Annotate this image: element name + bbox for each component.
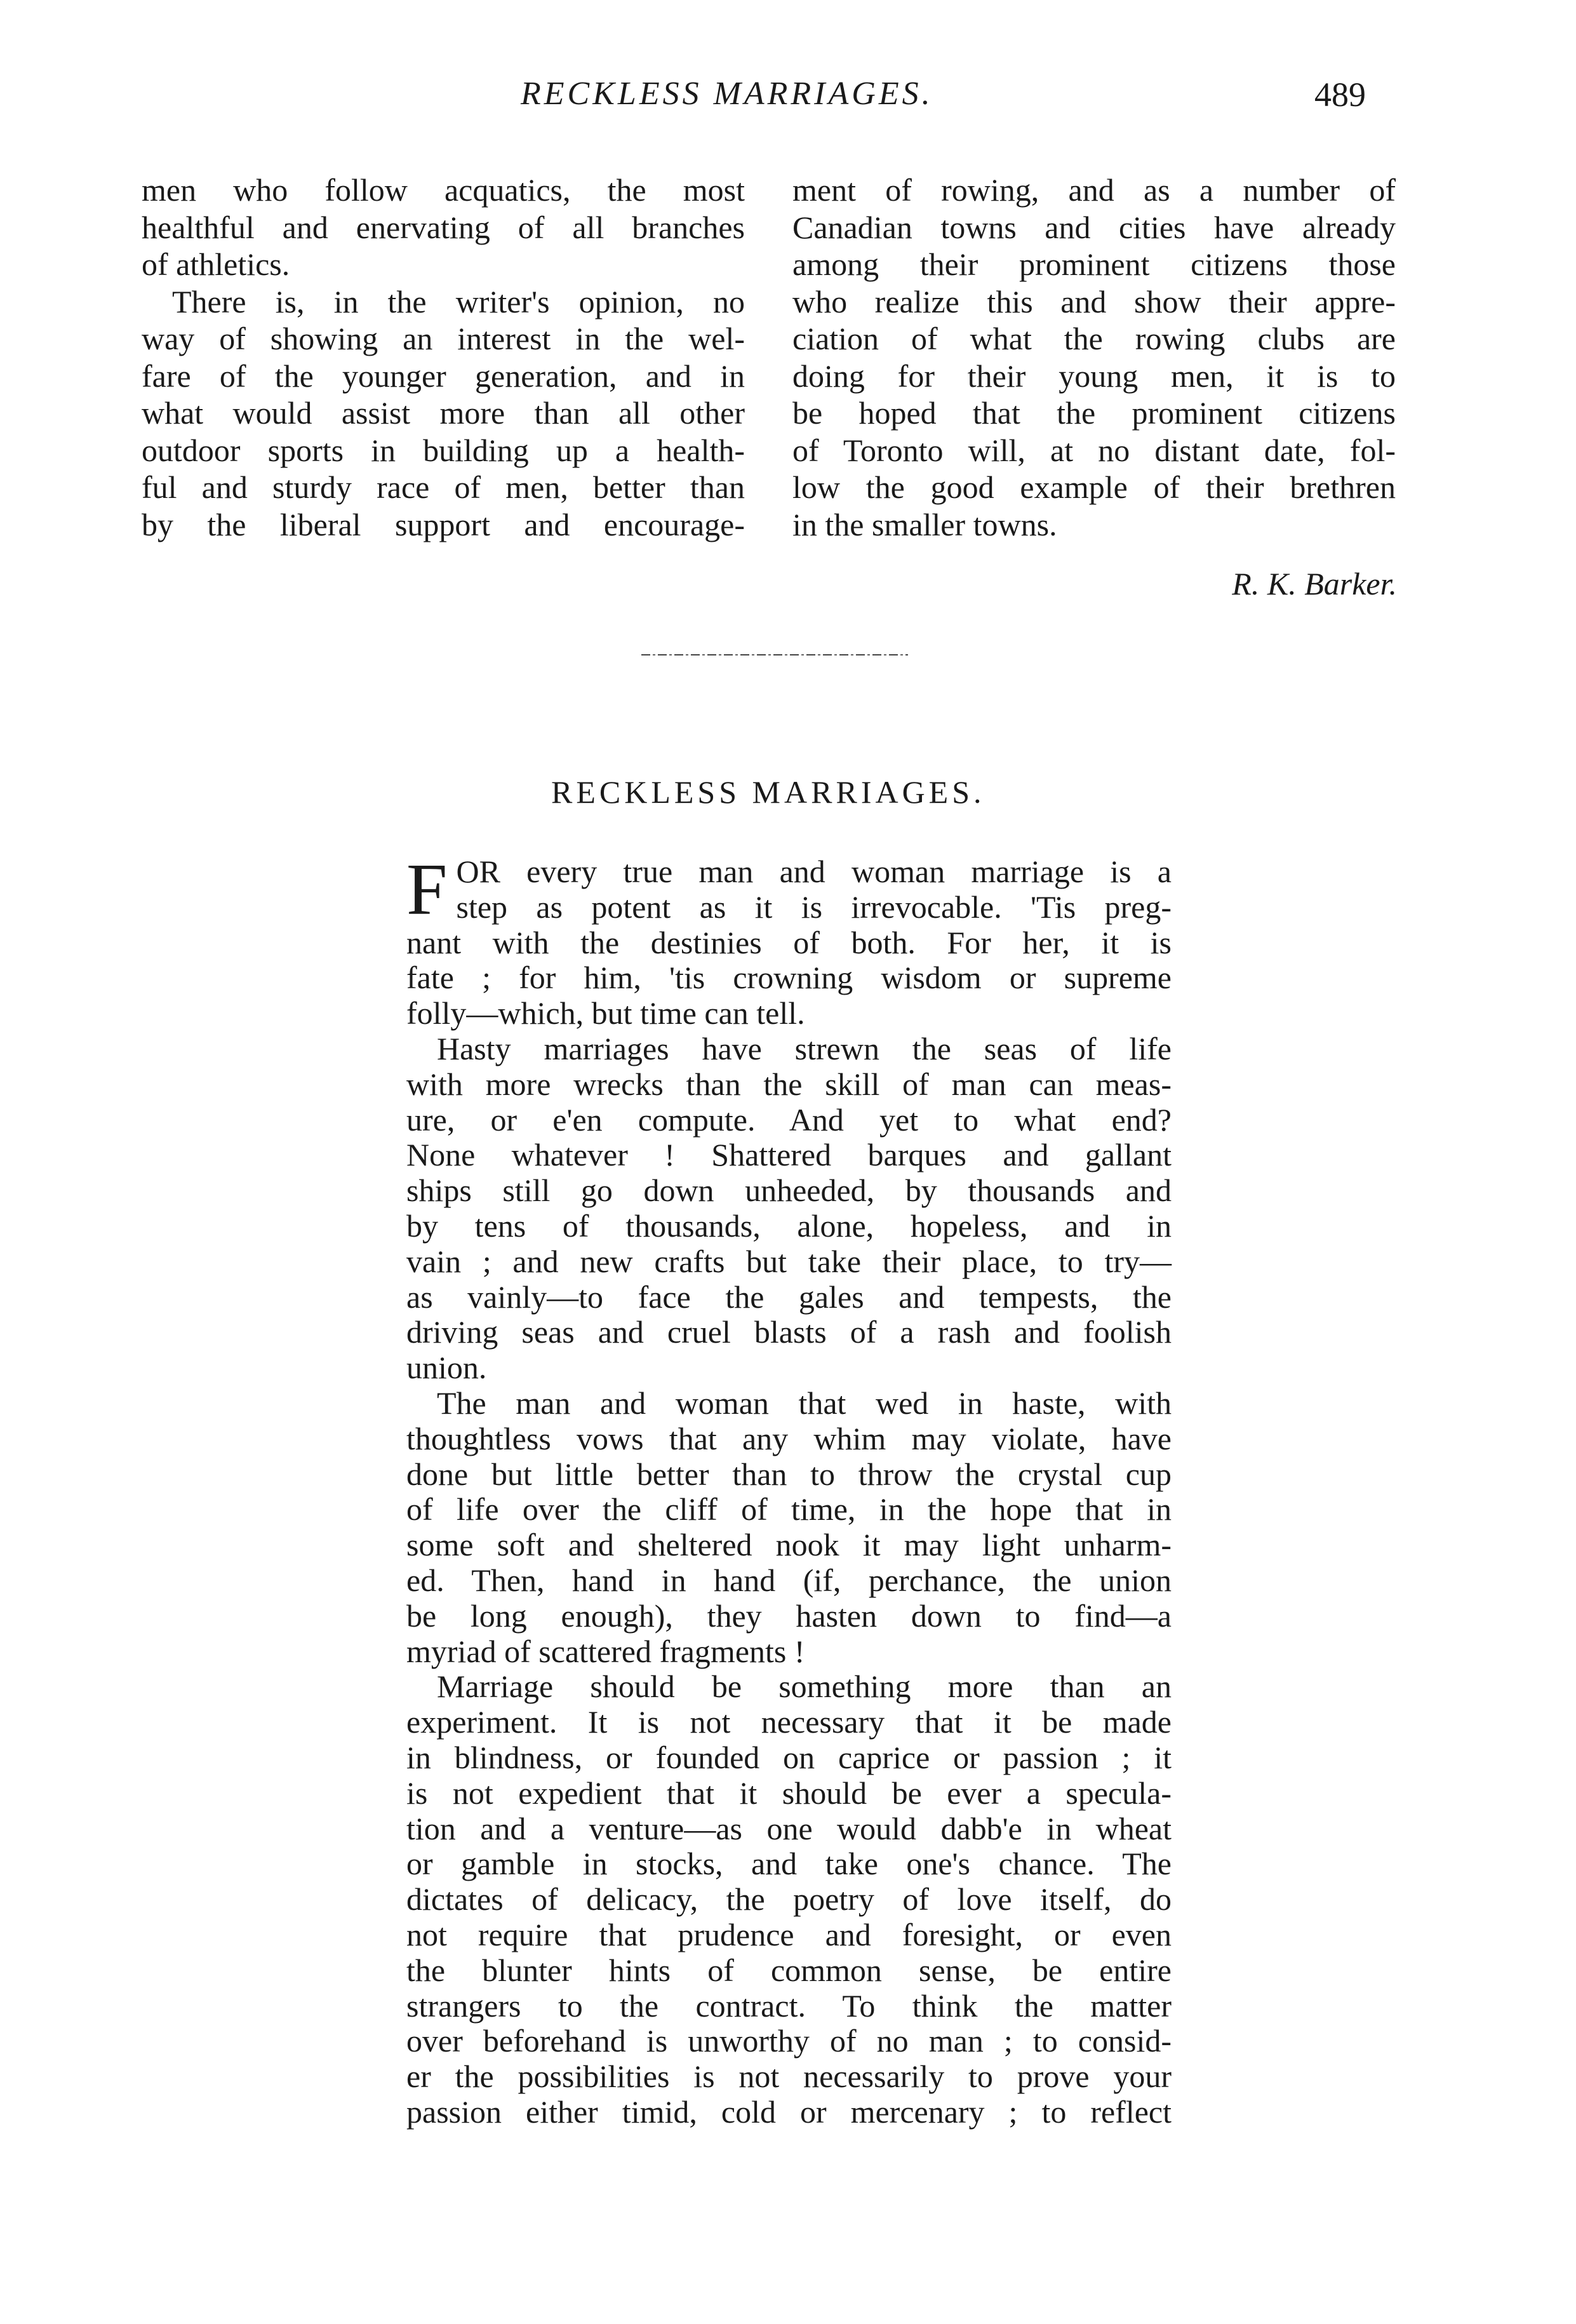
text-line: done but little better than to throw the crystal cup	[406, 1456, 1172, 1492]
text-line: union.	[406, 1350, 487, 1386]
text-line: myriad of scattered fragments !	[406, 1633, 805, 1669]
section-divider	[641, 654, 908, 655]
text-line: be hoped that the prominent citizens	[792, 395, 1396, 431]
text-line: the blunter hints of common sense, be entire	[406, 1952, 1172, 1988]
author-signature: R. K. Barker.	[1232, 566, 1397, 601]
drop-cap: F	[406, 849, 448, 930]
right-column	[792, 171, 1396, 543]
text-line: There is, in the writer's opinion, no	[172, 283, 745, 319]
text-line: what would assist more than all other	[142, 395, 745, 431]
text-line: ciation of what the rowing clubs are	[792, 321, 1396, 356]
text-line: tion and a venture—as one would dabb'e in wheat	[406, 1810, 1172, 1846]
paragraph-2	[406, 1031, 1172, 1386]
text-line: folly—which, but time can tell.	[406, 995, 805, 1031]
paragraph-4	[406, 1669, 1172, 2130]
text-line: fare of the younger generation, and in	[142, 358, 745, 394]
text-line: some soft and sheltered nook it may light unharm-	[406, 1527, 1172, 1563]
text-line: who realize this and show their appre-	[792, 283, 1396, 319]
text-line: ure, or e'en compute. And yet to what end?	[406, 1101, 1172, 1138]
text-line: ships still go down unheeded, by thousands and	[406, 1172, 1172, 1209]
text-line: experiment. It is not necessary that it be made	[406, 1704, 1172, 1740]
text-line: by tens of thousands, alone, hopeless, and in	[406, 1207, 1172, 1244]
text-line: men who follow acquatics, the most	[142, 172, 745, 208]
text-line: nant with the destinies of both. For her, it is	[406, 924, 1172, 960]
text-line: not require that prudence and foresight, or even	[406, 1916, 1172, 1952]
paragraph-3	[406, 1386, 1172, 1669]
text-line: over beforehand is unworthy of no man ; to consid-	[406, 2023, 1172, 2059]
text-line: among their prominent citizens those	[792, 246, 1396, 282]
text-line: dictates of delicacy, the poetry of love itself, do	[406, 1881, 1172, 1918]
text-line: The man and woman that wed in haste, with	[437, 1385, 1172, 1421]
text-line: None whatever ! Shattered barques and gallant	[406, 1137, 1172, 1173]
text-line: or gamble in stocks, and take one's chance. The	[406, 1846, 1172, 1882]
text-line: step as potent as it is irrevocable. 'Tis preg-	[456, 889, 1172, 925]
text-line: ed. Then, hand in hand (if, perchance, the union	[406, 1562, 1172, 1598]
text-line: in blindness, or founded on caprice or passion ; it	[406, 1739, 1172, 1775]
text-line: is not expedient that it should be ever a specula-	[406, 1775, 1172, 1811]
text-line: ment of rowing, and as a number of	[792, 172, 1396, 208]
text-line: OR every true man and woman marriage is a	[456, 854, 1172, 889]
text-line: outdoor sports in building up a health-	[142, 432, 745, 468]
text-line: by the liberal support and encourage-	[142, 506, 745, 542]
text-line: driving seas and cruel blasts of a rash and foolish	[406, 1314, 1172, 1350]
text-line: Hasty marriages have strewn the seas of life	[437, 1030, 1172, 1066]
text-line: vain ; and new crafts but take their place, to try—	[406, 1243, 1172, 1279]
text-line: of life over the cliff of time, in the hope that in	[406, 1491, 1172, 1528]
text-line: with more wrecks than the skill of man can meas-	[406, 1066, 1172, 1102]
running-head	[0, 75, 1576, 126]
text-line: healthful and enervating of all branches	[142, 209, 745, 245]
text-line: er the possibilities is not necessarily to prove your	[406, 2059, 1172, 2095]
text-line: fate ; for him, 'tis crowning wisdom or supreme	[406, 960, 1172, 996]
text-line: in the smaller towns.	[792, 506, 1057, 542]
text-line: Marriage should be something more than an	[437, 1669, 1172, 1705]
text-line: of Toronto will, at no distant date, fol-	[792, 432, 1396, 468]
text-line: strangers to the contract. To think the matter	[406, 1987, 1172, 2024]
text-line: ful and sturdy race of men, better than	[142, 469, 745, 505]
text-line: passion either timid, cold or mercenary ; to reflect	[406, 2093, 1172, 2130]
text-line: as vainly—to face the gales and tempests, the	[406, 1279, 1172, 1315]
text-line: of athletics.	[142, 246, 290, 282]
text-line: be long enough), they hasten down to find—a	[406, 1597, 1172, 1634]
page-number: 489	[1314, 76, 1366, 114]
text-line: doing for their young men, it is to	[792, 358, 1396, 394]
running-title: RECKLESS MARRIAGES.	[521, 76, 933, 112]
paragraph-1	[406, 849, 1172, 1031]
text-line: low the good example of their brethren	[792, 469, 1396, 505]
text-line: way of showing an interest in the wel-	[142, 321, 745, 356]
text-line: Canadian towns and cities have already	[792, 209, 1396, 245]
article-title: RECKLESS MARRIAGES.	[551, 774, 985, 810]
left-column	[142, 171, 745, 543]
article-body	[406, 849, 1172, 2130]
text-line: thoughtless vows that any whim may violate, have	[406, 1420, 1172, 1456]
